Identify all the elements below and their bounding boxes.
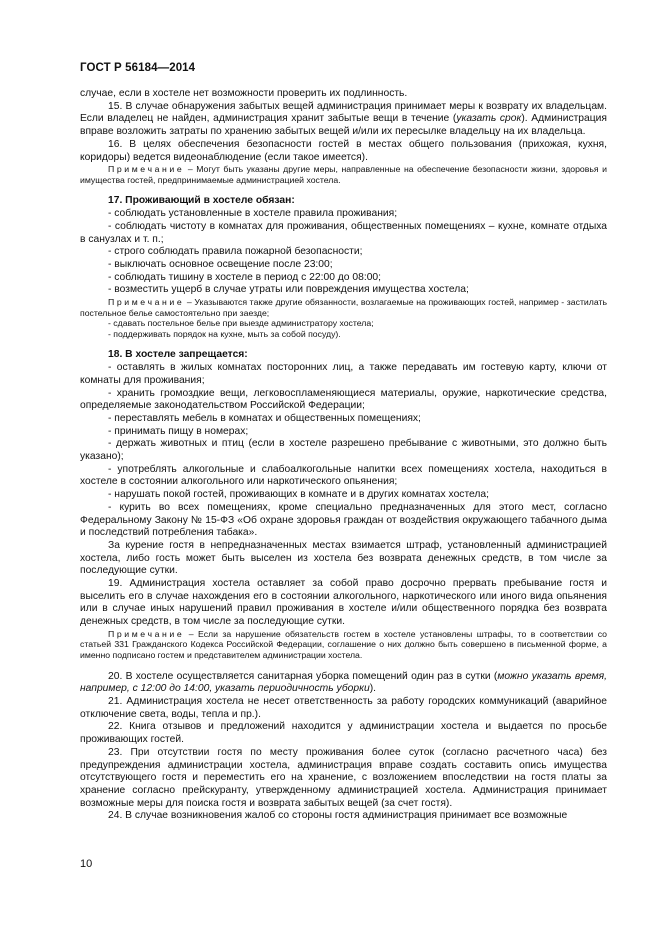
list-item: - выключать основное освещение после 23:00; <box>108 258 333 270</box>
note-16: Примечание – Могут быть указаны другие меры, направленные на обеспечение безопасности жизни, здоровья и имущества гостей, предпринимаемые администрацией хостела. <box>80 164 607 185</box>
list-item: - держать животных и птиц (если в хостеле разрешено пребывание с животными, это должно быть указано); <box>80 438 607 463</box>
note-list-item: - сдавать постельное белье при выезде администратору хостела; <box>108 318 374 329</box>
list-item: - соблюдать тишину в хостеле в период с 22:00 до 08:00; <box>108 271 382 283</box>
paragraph-24: 24. В случае возникновения жалоб со стороны гостя администрация принимает все возможные <box>108 810 568 822</box>
note-19: Примечание – Если за нарушение обязательств гостем в хостеле установлены штрафы, то в соответствии со статьей 331 Гражданского Кодекса Российской Федерации, соглашение о них должно быть совершено в письменной форме, а именно подписано гостем и представителем администрации хостела. <box>80 628 607 661</box>
page-number: 10 <box>80 858 93 870</box>
paragraph-15: 15. В случае обнаружения забытых вещей администрация принимает меры к возврату их владельцам. Если владелец не найден, администрация хранит забытые вещи в течение (указать срок). Администрация вправе возложить затраты по хранению забытых вещей и/или их пересылке владельцу на их владельца. <box>80 100 607 138</box>
list-item: - соблюдать установленные в хостеле правила проживания; <box>108 208 398 220</box>
document-body <box>80 88 607 823</box>
list-item: - употреблять алкогольные и слабоалкогольные напитки всех помещениях хостела, находиться в хостеле в состоянии алкогольного или наркотического опьянения; <box>80 463 607 488</box>
paragraph-17-heading: 17. Проживающий в хостеле обязан: <box>108 195 295 207</box>
paragraph-18-heading: 18. В хостеле запрещается: <box>108 349 248 361</box>
list-item: - строго соблюдать правила пожарной безопасности; <box>108 246 363 258</box>
paragraph-19: 19. Администрация хостела оставляет за собой право досрочно прервать пребывание гостя и выселить его в случае нахождения его в состоянии алкогольного, наркотического или иного вида опьянения или в случае иных нарушений правил проживания в хостеле и/или общественного порядка без возврата денежных средств, в том числе за последующие сутки. <box>80 578 607 628</box>
list-item: - курить во всех помещениях, кроме специально предназначенных для этого мест, согласно Федеральному Закону № 15-ФЗ «Об охране здоровья граждан от воздействия окружающего табачного дыма и последствий потребления табака». <box>80 501 607 539</box>
note-list-item: - поддерживать порядок на кухне, мыть за собой посуду). <box>108 328 341 339</box>
paragraph-18-fine: За курение гостя в непредназначенных местах взимается штраф, установленный администрацией хостела, либо гость может быть выселен из хостела без возврата денежных средств, в том числе за последующие сутки. <box>80 539 607 577</box>
paragraph-continuation: случае, если в хостеле нет возможности проверить их подлинность. <box>80 88 408 99</box>
page-header: ГОСТ Р 56184—2014 <box>80 62 196 74</box>
list-item: - нарушать покой гостей, проживающих в комнате и в других комнатах хостела; <box>108 489 490 501</box>
paragraph-21: 21. Администрация хостела не несет ответственность за работу городских коммуникаций (аварийное отключение света, воды, тепла и пр.). <box>80 696 607 720</box>
list-item: - соблюдать чистоту в комнатах для проживания, общественных помещениях – кухне, комнате отдыха в санузлах и т. п.; <box>80 220 607 245</box>
note-17: Примечание – Указываются также другие обязанности, возлагаемые на проживающих гостей, например - застилать постельное белье самостоятельно при заезде; <box>80 297 607 318</box>
list-item: - хранить громоздкие вещи, легковоспламеняющиеся материалы, оружие, наркотические средства, определяемые законодательством Российской Федерации; <box>80 387 607 412</box>
list-item: - оставлять в жилых комнатах посторонних лиц, а также передавать им гостевую карту, ключи от комнаты для проживания; <box>80 362 607 386</box>
list-item: - принимать пищу в номерах; <box>108 425 249 437</box>
paragraph-16: 16. В целях обеспечения безопасности гостей в местах общего пользования (прихожая, кухня, коридоры) ведется видеонаблюдение (если такое имеется). <box>80 138 607 163</box>
paragraph-22: 22. Книга отзывов и предложений находится у администрации хостела и выдается по просьбе проживающих гостей. <box>80 721 607 746</box>
paragraph-23: 23. При отсутствии гостя по месту проживания более суток (согласно расчетного часа) без предупреждения администрации хостела, администрация вправе создать составить опись имущества отсутствующего гостя и переместить его на хранение, с возложением впоследствии на гостя платы за хранение согласно прейскуранту, утвержденному администрацией хостела. Администрация принимает возможные меры для поиска гостя и возврата забытых вещей (за счет гостя). <box>80 746 607 809</box>
paragraph-20: 20. В хостеле осуществляется санитарная уборка помещений один раз в сутки (можно указать время, например, с 12:00 до 14:00, указать периодичность уборки). <box>80 670 608 695</box>
list-item: - переставлять мебель в комнатах и общественных помещениях; <box>108 412 421 424</box>
list-item: - возместить ущерб в случае утраты или повреждения имущества хостела; <box>108 284 469 296</box>
